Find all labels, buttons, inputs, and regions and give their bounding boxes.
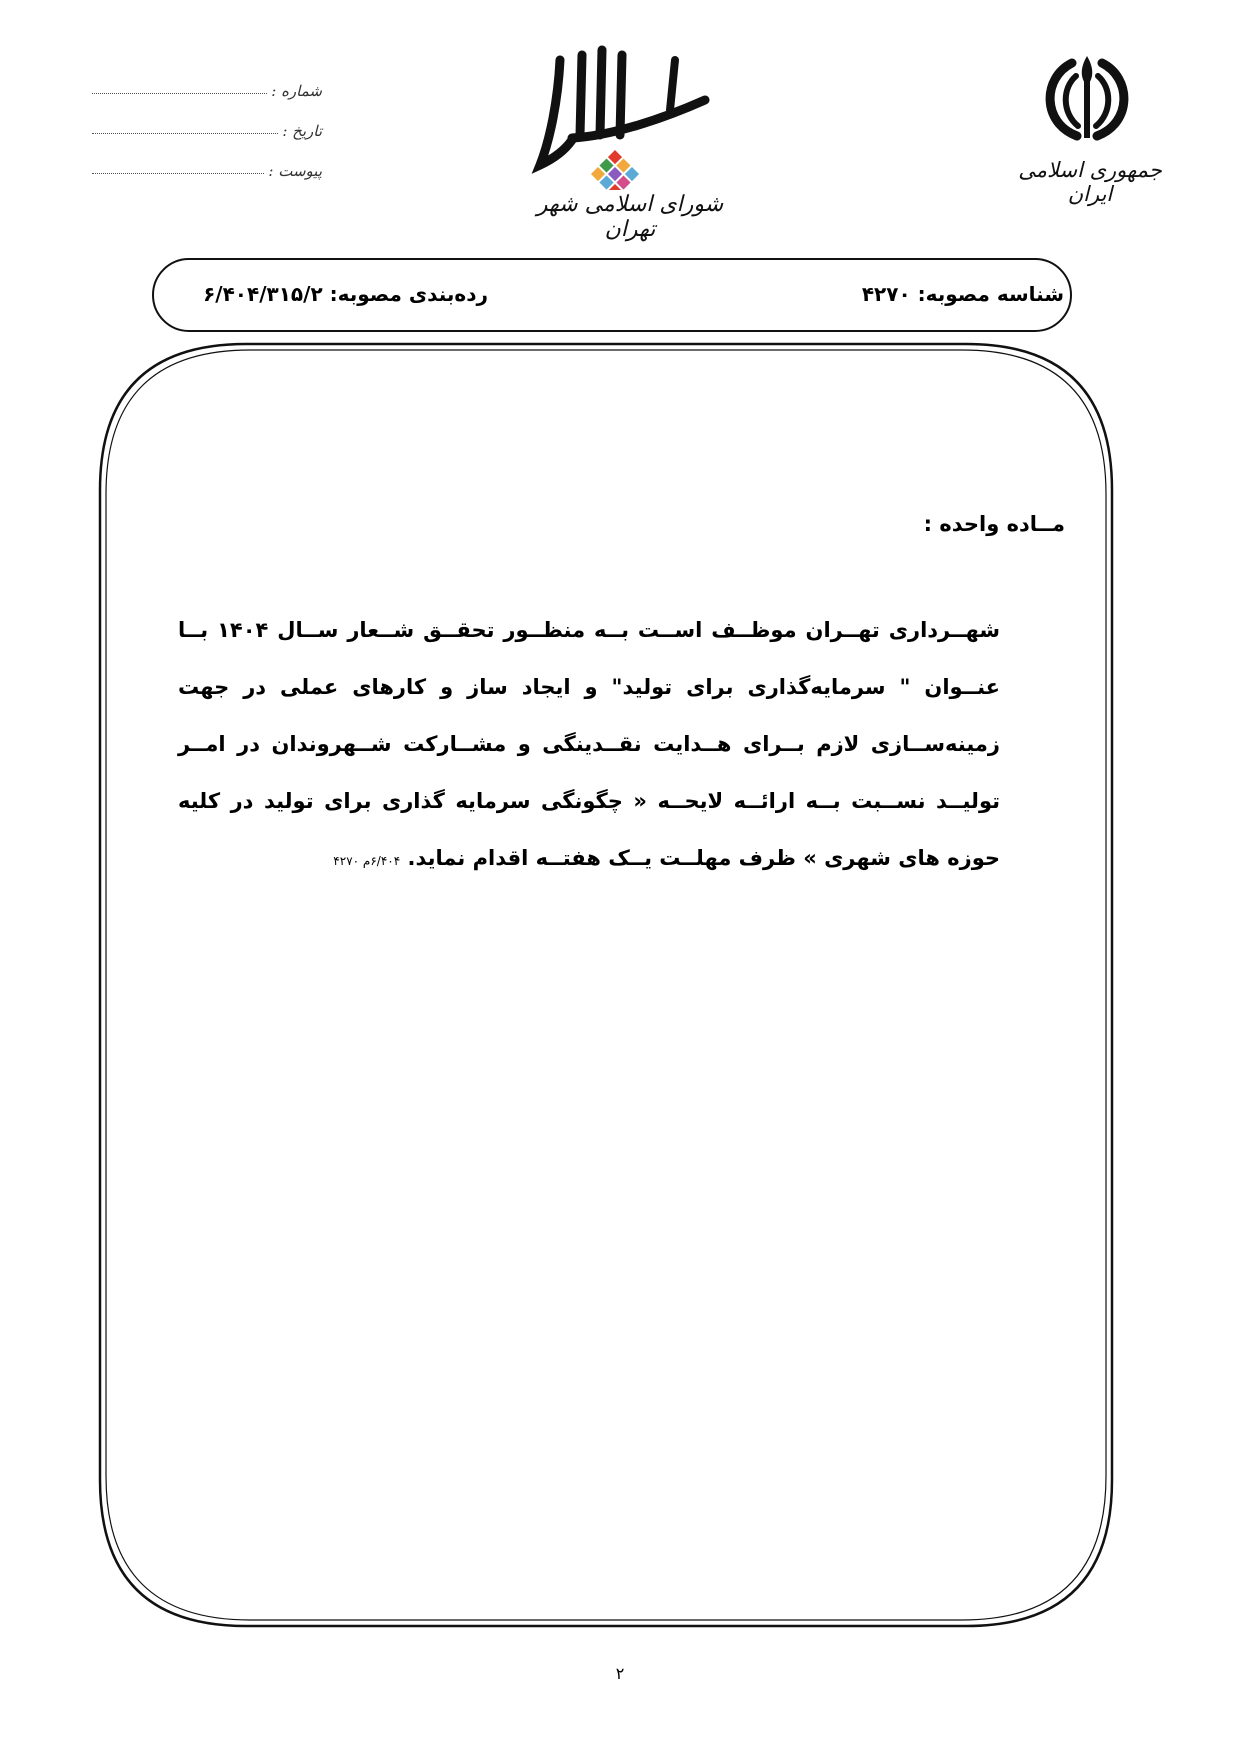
number-label: شماره : <box>271 82 322 100</box>
number-dotted-line <box>92 92 267 94</box>
resolution-reference: ۶/۴۰۴م ۴۲۷۰ <box>333 854 401 868</box>
page-number: ۲ <box>615 1664 625 1683</box>
date-label: تاریخ : <box>282 122 322 140</box>
logo-tile <box>608 150 622 164</box>
attachment-dotted-line <box>92 172 264 174</box>
date-field <box>92 110 322 140</box>
attachment-label: پیوست : <box>268 162 322 180</box>
number-field <box>92 70 322 100</box>
resolution-id: شناسه مصوبه: ۴۲۷۰ <box>861 282 1064 306</box>
iran-emblem-icon <box>1032 48 1142 143</box>
date-dotted-line <box>92 132 278 134</box>
logo-tile <box>608 167 622 181</box>
republic-name: جمهوری اسلامی ایران <box>1018 158 1162 206</box>
single-article-heading: مــاده واحده : <box>923 512 1065 536</box>
resolution-paragraph <box>178 602 1000 890</box>
resolution-text: شهــرداری تهــران موظــف اســت بــه منظــور تحقــق شــعار ســال ۱۴۰۴ بــا عنــوان " سرمایه‌گذاری برای تولید" و ایجاد ساز و کارهای عملی در جهت زمینه‌ســازی لازم بــرای هــدایت نقــدینگی و مشــارکت شــهروندان در امــر تولیــد نســبت بــه ارائــه لایحــه « چگونگی سرمایه گذاری برای تولید در کلیه حوزه های شهری » ظرف مهلــت یــک هفتــه اقدام نماید. <box>178 618 1000 870</box>
council-name: شورای اسلامی شهر تهران <box>536 192 724 242</box>
attachment-field <box>92 150 322 180</box>
resolution-classification: رده‌بندی مصوبه: ۶/۴۰۴/۳۱۵/۲ <box>203 282 488 306</box>
tehran-city-council-logo-icon <box>520 40 730 190</box>
